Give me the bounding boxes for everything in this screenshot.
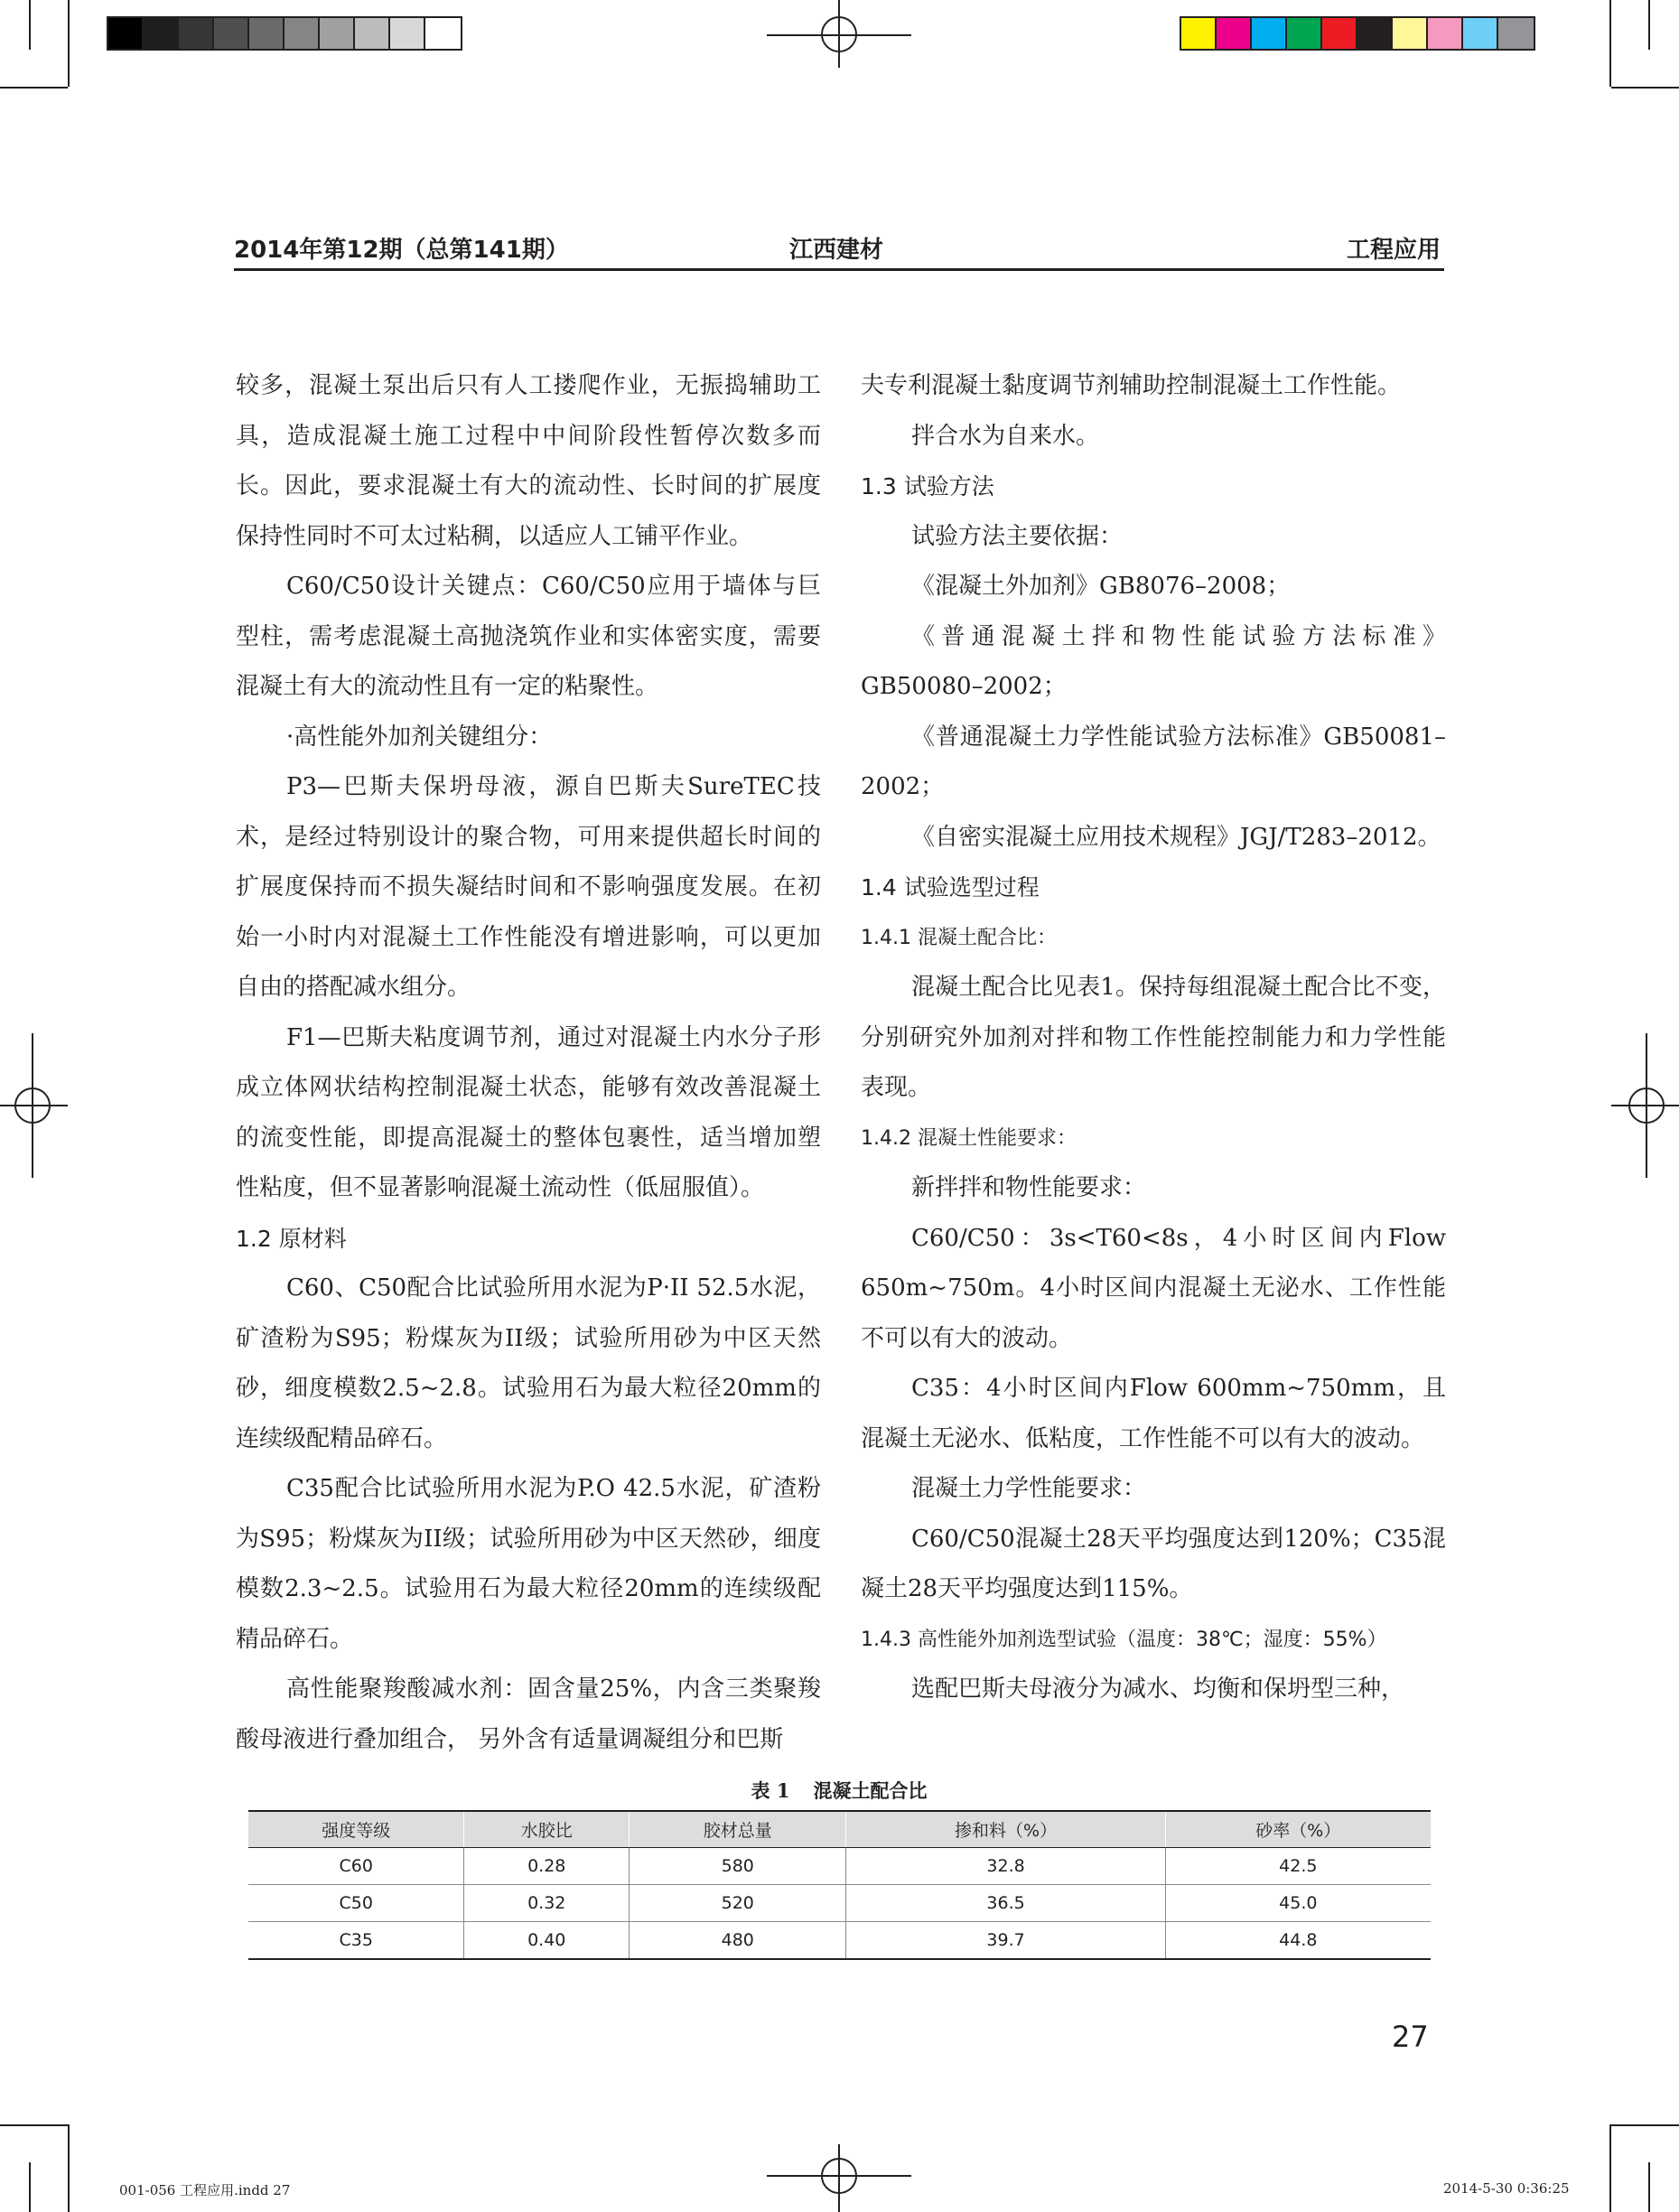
color-swatch	[1181, 18, 1217, 49]
table-header-cell: 胶材总量	[630, 1811, 846, 1848]
table-row	[248, 1922, 1431, 1960]
color-swatch	[214, 18, 249, 49]
crop-mark	[0, 2124, 68, 2126]
paragraph: 《普通混凝土力学性能试验方法标准》GB50081–2002；	[861, 723, 1446, 800]
color-swatch	[1428, 18, 1463, 49]
paragraph: 选配巴斯夫母液分为减水、均衡和保坍型三种，	[911, 1675, 1405, 1703]
registration-mark-line	[838, 0, 840, 68]
crop-mark	[68, 0, 70, 87]
color-swatch	[1322, 18, 1357, 49]
crop-mark	[1609, 0, 1611, 87]
color-swatch	[1498, 18, 1534, 49]
mix-proportion-table	[248, 1810, 1431, 1960]
paragraph: ·高性能外加剂关键组分：	[286, 723, 553, 751]
crop-mark	[0, 87, 68, 89]
color-swatch	[179, 18, 214, 49]
paragraph: P3—巴斯夫保坍母液，源自巴斯夫SureTEC技术，是经过特别设计的聚合物，可用来提供超长时间的扩展度保持而不损失凝结时间和不影响强度发展。在初始一小时内对混凝土工作性能没有增进影响，可以更加自由的搭配减水组分。	[236, 773, 821, 1001]
table-cell: 42.5	[1165, 1848, 1431, 1885]
color-swatch	[249, 18, 284, 49]
table-cell: 32.8	[846, 1848, 1165, 1885]
table-header-cell: 掺和料（%）	[846, 1811, 1165, 1848]
subsection-heading: 1.4.2 混凝土性能要求：	[861, 1126, 1077, 1150]
section-heading: 1.2 原材料	[236, 1225, 347, 1252]
table-header-cell: 强度等级	[248, 1811, 464, 1848]
paragraph: C60/C50：3s<T60<8s，4小时区间内Flow 650m~750m。4小时区间内混凝土无泌水、工作性能不可以有大的波动。	[861, 1224, 1446, 1352]
paragraph: 《自密实混凝土应用技术规程》JGJ/T283–2012。	[911, 823, 1441, 851]
table-cell: 0.28	[464, 1848, 630, 1885]
table-header-row	[248, 1811, 1431, 1848]
crop-mark	[68, 2124, 70, 2212]
table-row	[248, 1848, 1431, 1885]
crop-mark	[1611, 2124, 1679, 2126]
table-cell: 36.5	[846, 1885, 1165, 1922]
header-rule	[234, 268, 1444, 271]
color-swatch	[425, 18, 461, 49]
color-swatch	[355, 18, 390, 49]
crop-mark	[1648, 2162, 1650, 2212]
footer-timestamp: 2014-5-30 0:36:25	[1443, 2180, 1570, 2197]
table-cell: 0.32	[464, 1885, 630, 1922]
paragraph: 《普通混凝土拌和物性能试验方法标准》GB50080–2002；	[861, 622, 1446, 700]
table-cell: C50	[248, 1885, 464, 1922]
section-heading: 1.3 试验方法	[861, 473, 994, 499]
color-swatch	[1357, 18, 1393, 49]
paragraph: 夫专利混凝土黏度调节剂辅助控制混凝土工作性能。	[861, 372, 1402, 399]
grayscale-calibration-bar	[107, 16, 462, 51]
subsection-heading: 1.4.1 混凝土配合比：	[861, 926, 1057, 949]
table-cell: 580	[630, 1848, 846, 1885]
table-cell: 480	[630, 1922, 846, 1960]
table-caption	[234, 1777, 1444, 1804]
paragraph: C35配合比试验所用水泥为P.O 42.5水泥，矿渣粉为S95；粉煤灰为II级；试验所用砂为中区天然砂，细度模数2.3~2.5。试验用石为最大粒径20mm的连续级配精品碎石。	[236, 1475, 821, 1653]
paragraph: F1—巴斯夫粘度调节剂，通过对混凝土内水分子形成立体网状结构控制混凝土状态，能够有效改善混凝土的流变性能，即提高混凝土的整体包裹性，适当增加塑性粘度，但不显著影响混凝土流动性（低屈服值）。	[236, 1023, 821, 1201]
registration-mark-line	[32, 1033, 33, 1178]
paragraph: 混凝土配合比见表1。保持每组混凝土配合比不变，分别研究外加剂对拌和物工作性能控制能力和力学性能表现。	[861, 974, 1446, 1101]
right-column	[861, 361, 1446, 1715]
paragraph: C60/C50混凝土28天平均强度达到120%；C35混凝土28天平均强度达到115%。	[861, 1525, 1446, 1602]
table-cell: 39.7	[846, 1922, 1165, 1960]
table-cell: 45.0	[1165, 1885, 1431, 1922]
crop-mark	[1648, 0, 1650, 50]
paragraph: 新拌拌和物性能要求：	[911, 1174, 1147, 1201]
paragraph: 混凝土力学性能要求：	[911, 1475, 1147, 1502]
crop-mark	[29, 2162, 31, 2212]
section-heading: 1.4 试验选型过程	[861, 874, 1040, 901]
color-swatch	[144, 18, 179, 49]
paragraph: C35：4小时区间内Flow 600mm~750mm，且混凝土无泌水、低粘度，工作性能不可以有大的波动。	[861, 1375, 1446, 1452]
table-label: 表 1	[751, 1779, 790, 1802]
table-row	[248, 1885, 1431, 1922]
table-title: 混凝土配合比	[813, 1779, 928, 1802]
header-journal: 江西建材	[789, 237, 884, 264]
registration-mark-line	[0, 1105, 68, 1106]
crop-mark	[29, 0, 31, 50]
crop-mark	[1611, 87, 1679, 89]
table-cell: C60	[248, 1848, 464, 1885]
color-swatch	[390, 18, 425, 49]
registration-mark-line	[1646, 1033, 1647, 1178]
color-swatch	[1393, 18, 1428, 49]
paragraph: C60/C50设计关键点：C60/C50应用于墙体与巨型柱，需考虑混凝土高抛浇筑作业和实体密实度，需要混凝土有大的流动性且有一定的粘聚性。	[236, 573, 821, 700]
paragraph: 较多，混凝土泵出后只有人工搂爬作业，无振捣辅助工具，造成混凝土施工过程中中间阶段性暂停次数多而长。因此，要求混凝土有大的流动性、长时间的扩展度保持性同时不可太过粘稠，以适应人工铺平作业。	[236, 372, 821, 550]
color-swatch	[108, 18, 144, 49]
color-swatch	[1463, 18, 1498, 49]
color-swatch	[1217, 18, 1252, 49]
header-issue: 2014年第12期（总第141期）	[234, 237, 569, 264]
table-cell: 520	[630, 1885, 846, 1922]
paragraph: 试验方法主要依据：	[911, 522, 1124, 550]
paragraph: 《混凝土外加剂》GB8076–2008；	[911, 573, 1291, 600]
footer-file: 001-056 工程应用.indd 27	[119, 2182, 291, 2198]
header-section: 工程应用	[1347, 237, 1441, 264]
table-cell: 0.40	[464, 1922, 630, 1960]
registration-mark-line	[838, 2144, 840, 2212]
table-cell: 44.8	[1165, 1922, 1431, 1960]
paragraph: C60、C50配合比试验所用水泥为P·II 52.5水泥，矿渣粉为S95；粉煤灰为II级；试验所用砂为中区天然砂，细度模数2.5~2.8。试验用石为最大粒径20mm的连续级配精品碎石。	[236, 1274, 821, 1452]
color-swatch	[320, 18, 355, 49]
color-swatch	[1252, 18, 1287, 49]
color-calibration-bar	[1180, 16, 1535, 51]
crop-mark	[1609, 2124, 1611, 2212]
subsection-heading: 1.4.3 高性能外加剂选型试验（温度：38℃；湿度：55%）	[861, 1628, 1387, 1651]
table-cell: C35	[248, 1922, 464, 1960]
paragraph: 高性能聚羧酸减水剂：固含量25%，内含三类聚羧酸母液进行叠加组合， 另外含有适量调凝组分和巴斯	[236, 1675, 821, 1753]
left-column	[236, 361, 821, 1765]
table-header-cell: 水胶比	[464, 1811, 630, 1848]
color-swatch	[284, 18, 320, 49]
table-header-cell: 砂率（%）	[1165, 1811, 1431, 1848]
page-number: 27	[1392, 2020, 1429, 2054]
color-swatch	[1287, 18, 1322, 49]
paragraph: 拌合水为自来水。	[911, 422, 1100, 450]
